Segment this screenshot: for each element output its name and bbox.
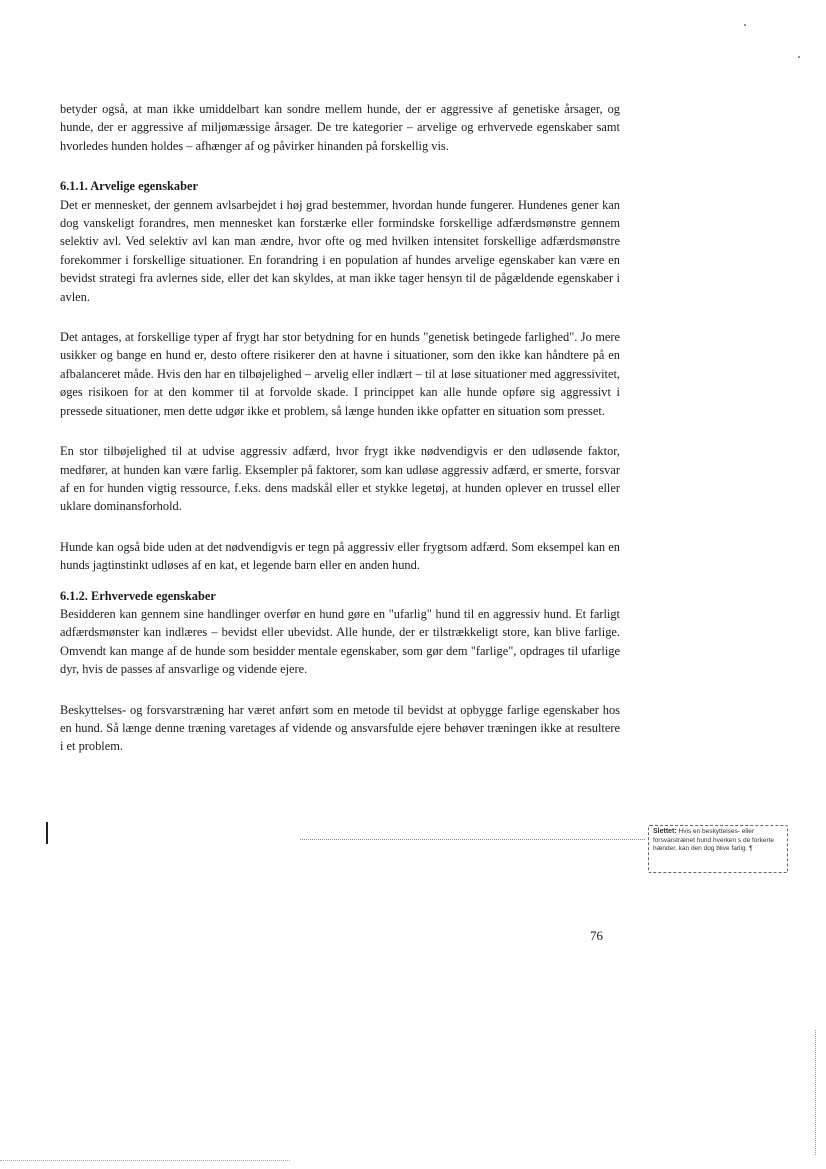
- heading-arvelige-egenskaber: 6.1.1. Arvelige egenskaber: [60, 179, 198, 194]
- page-number: 76: [590, 928, 603, 943]
- scan-speck: [744, 24, 746, 26]
- heading-erhvervede-egenskaber: 6.1.2. Erhvervede egenskaber: [60, 588, 216, 603]
- comment-leader-line: [300, 839, 645, 840]
- scan-speck: [798, 56, 800, 58]
- paragraph-bide: Hunde kan også bide uden at det nødvendigvis er tegn på aggressiv eller frygtsom adfærd. Som eksempel kan en hunds jagtinstinkt udløses af en kat, et legende barn eller en anden hund.: [60, 539, 620, 573]
- paragraph-frygt: Det antages, at forskellige typer af frygt har stor betydning for en hunds "genetisk betingede farlighed". Jo mere usikker og bange en hund er, desto oftere risikerer den at havne i situationer, som den ikke kan håndtere på en afbalanceret måde. Hvis den har en tilbøjelighed – arvelig eller indlært – til at løse situationer med aggressivitet, øges risikoen for at den kommer til at forvolde skade. I princippet kan alle hunde opføre sig aggressivt i pressede situationer, men dette udgør ikke et problem, så længe hunden ikke opfatter en situation som presset.: [60, 330, 620, 418]
- comment-text: Hvis en beskyttelses- eller forsvarstrænet hund hverken s de forkerte hænder, kan den dog blive farlig. ¶: [653, 828, 775, 852]
- paragraph-besidderen: Besidderen kan gennem sine handlinger overfør en hund gøre en "ufarlig" hund til en aggressiv hund. Et farligt adfærdsmønster kan indlæres – bevidst eller ubevidst. Alle hunde, der er tilstrækkeligt store, kan blive farlige. Omvendt kan mange af de hunde som besidder mentale egenskaber, som gør dem "farlige", opdrages til ufarlige dyr, hvis de passes af ansvarlige og vidende ejere.: [60, 606, 620, 677]
- body-text: [60, 100, 620, 778]
- paragraph-avl: Det er mennesket, der gennem avlsarbejdet i høj grad bestemmer, hvordan hunde fungerer. Hundenes gener kan dog vanskeligt forandres, men mennesket kan forstærke eller formindske forskellige adfærdsmønstre gennem selektiv avl. Ved selektiv avl kan man ændre, hvor ofte og med hvilken intensitet forskellige adfærdsmønstre forekommer i forskellige situationer. En forandring i en population af hundes arvelige egenskaber kan være en bevidst strategi fra avlernes side, eller det kan skyldes, at man ikke tager hensyn til de pågældende egenskaber i avlen.: [60, 197, 620, 304]
- paragraph-intro: betyder også, at man ikke umiddelbart kan sondre mellem hunde, der er aggressive af genetiske årsager, og hunde, der er aggressive af miljømæssige årsager. De tre kategorier – arvelige og erhvervede egenskaber samt hvorledes hunden holdes – afhænger af og påvirker hinanden på forskellig vis.: [60, 102, 620, 153]
- paragraph-tilboejelighed: En stor tilbøjelighed til at udvise aggressiv adfærd, hvor frygt ikke nødvendigvis er den udløsende faktor, medfører, at hunden kan være farlig. Eksempler på faktorer, som kan udløse aggressiv adfærd, er smerte, forsvar af en for hunden vigtig ressource, f.eks. dens madskål eller et stykke legetøj, at hunden oplever en trussel eller uklare dominansforhold.: [60, 444, 620, 514]
- change-bar: [46, 822, 48, 844]
- scan-edge-right: [815, 1030, 817, 1155]
- scan-edge-bottom: [0, 1160, 290, 1161]
- deleted-comment-balloon[interactable]: [648, 825, 788, 873]
- comment-label: Slettet:: [653, 828, 677, 835]
- paragraph-beskyttelse: Beskyttelses- og forsvarstræning har været anført som en metode til bevidst at opbygge farlige egenskaber hos en hund. Så længe denne træning varetages af vidende og ansvarsfulde ejere behøver træningen ikke at resultere i et problem.: [60, 702, 620, 754]
